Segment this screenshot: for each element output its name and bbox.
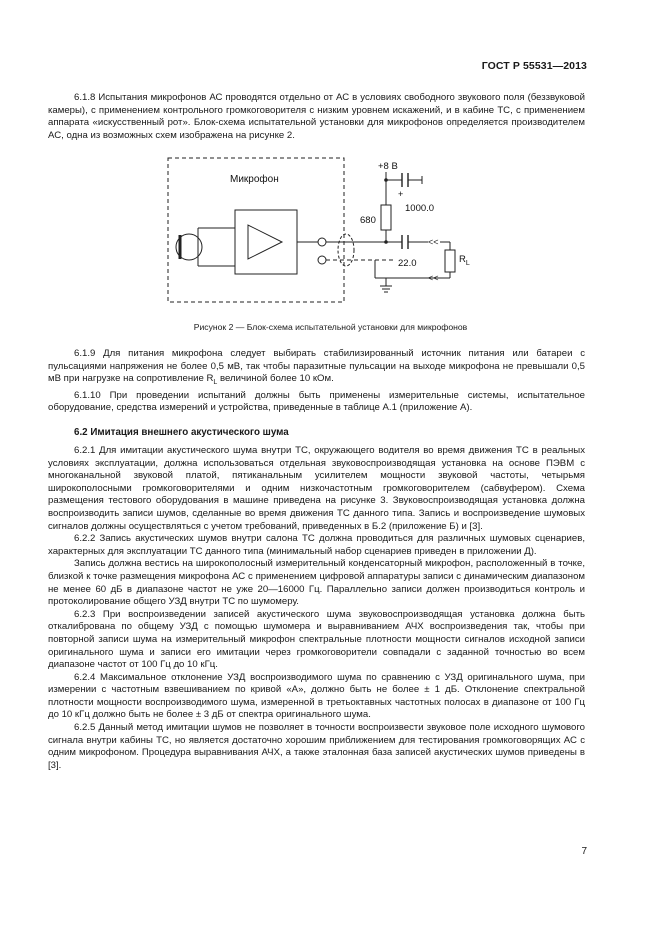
document-header: ГОСТ Р 55531—2013: [481, 60, 587, 72]
paragraph-6-2-2: 6.2.2 Запись акустических шумов внутри салона ТС должна проводиться для различных шумовых сценариев, характерных для эксплуатации ТС данного типа (минимальный набор сценариев приведен в приложении Д).: [48, 533, 585, 557]
page-number: 7: [581, 846, 587, 857]
figure-2-block-diagram: [160, 150, 480, 308]
amplifier-box: [235, 210, 297, 274]
paragraph-6-2-3: 6.2.3 При воспроизведении записей акустического шума звуковоспроизводящая установка должна быть откалибрована по общему УЗД с помощью шумомера и выравниванием АЧХ воспроизведения так, чтобы при повторной записи шума на измерительный микрофон спектральные плотности мощности сигналов исходной записи оригинального шума и записи его имитации через громкоговорители совпадали с заданной точностью во всем диапазоне частот от 100 Гц до 10 кГц.: [48, 608, 585, 671]
paragraph-6-1-10: 6.1.10 При проведении испытаний должны быть применены измерительные системы, испытательное оборудование, средства измерений и устройства, приведенные в таблице А.1 (приложение А).: [48, 389, 585, 414]
load-resistor-label: $R_L$: [459, 254, 470, 267]
resistor-680-icon: [381, 205, 391, 230]
paragraph-6-2-1: 6.2.1 Для имитации акустического шума внутри ТС, окружающего водителя во время движения ТС в реальных условиях эксплуатации, должна использоваться отдельная звуковоспроизводящая установка на основе ПЭВМ с многоканальной звуковой платой, пятиканальным усилителем мощности звуковой частоты, четырьмя широкополосными громкоговорителями и одним низкочастотным громкоговорителем (сабвуфером). Схема размещения тестового оборудования в машине приведена на рисунке 3. Звуковоспроизводящая установка должна воспроизводить записи шумов, сделанные во время движения ТС данного типа. Запись и воспроизведение шумовых сигналов должны осуществляться с учетом требований, приведенных в Б.2 (приложение Б) и [3].: [48, 445, 585, 532]
paragraph-6-2-5: 6.2.5 Данный метод имитации шумов не позволяет в точности воспроизвести звуковое поле исходного шумового сигнала внутри кабины ТС, но является достаточно хорошим приближением для тестирования громкоговорящих АС с одним микрофоном. Процедура выравнивания АЧХ, а также эталонная база записей акустических шумов приведены в [3].: [48, 722, 585, 771]
paragraph-6-1-8: 6.1.8 Испытания микрофонов АС проводятся отдельно от АС в условиях свободного звукового поля (беззвуковой камеры), с применением контрольного громкоговорителя с низким уровнем искажений, и в кабине ТС, с применением аппарата «искусственный рот». Блок-схема испытательной установки для микрофонов определяется производителем АС, одна из возможных схем изображена на рисунке 2.: [48, 92, 585, 141]
supply-label: +8 В: [378, 161, 398, 172]
cable-shield-icon: [338, 234, 354, 266]
paragraph-6-2-2-b: Запись должна вестись на широкополосный измерительный конденсаторный микрофон, расположенный в точке, близкой к точке размещения микрофона АС с применением цифровой аппаратуры записи с динамическим диапазоном не менее 60 дБ в диапазоне частот не уже 20—16000 Гц. Параллельно записи должен производиться контроль и протоколирование общего УЗД внутри ТС по шумомеру.: [48, 558, 585, 608]
capacitor-plus-label: +: [398, 189, 404, 199]
svg-text:<<: <<: [428, 273, 439, 283]
figure-caption: Рисунок 2 — Блок-схема испытательной установки для микрофонов: [193, 322, 468, 332]
microphone-label: Микрофон: [230, 174, 279, 185]
capacitor-22-label: 22.0: [398, 258, 417, 269]
svg-text:<<: <<: [428, 237, 439, 247]
paragraph-6-1-9: 6.1.9 Для питания микрофона следует выбирать стабилизированный источник питания или батареи с пульсациями напряжения не более 0,5 мВ, так чтобы паразитные пульсации на выходе микрофона не превышали 0,5 мВ при нагрузке на сопротивление $R_L$ величиной более 10 кОм.: [48, 348, 585, 387]
section-6-2-body: [48, 445, 585, 772]
load-resistor-icon: [445, 250, 455, 272]
connector-icon: [318, 238, 326, 246]
paragraph-6-2-4: 6.2.4 Максимальное отклонение УЗД воспроизводимого шума по сравнению с УЗД оригинального шума, при измерении с частотным взвешиванием по кривой «А», должно быть не более ± 1 дБ. Отклонение спектральной плотности мощности воспроизводимого шума, измеренной в третьоктавных частотных полосах в диапазоне от 100 Гц до 10 кГц должно быть не более ± 3 дБ от спектра оригинального шума.: [48, 671, 585, 721]
section-title-6-2: 6.2 Имитация внешнего акустического шума: [74, 427, 289, 438]
circuit-diagram: [160, 150, 480, 308]
resistor-680-label: 680: [360, 215, 376, 226]
paragraphs-6-1-9-6-1-10: [48, 348, 585, 415]
capacitor-1000-label: 1000.0: [405, 203, 435, 214]
amplifier-triangle-icon: [248, 225, 282, 259]
